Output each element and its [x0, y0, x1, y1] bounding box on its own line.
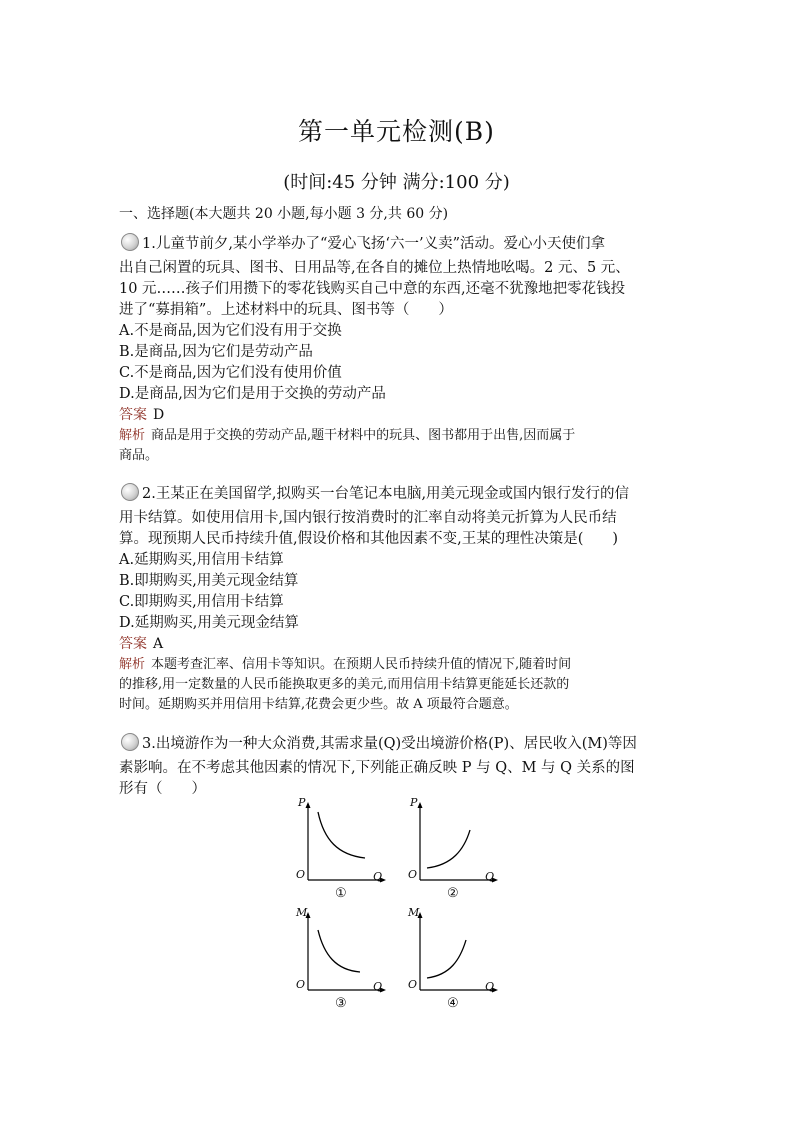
- question-3: [119, 733, 679, 800]
- question-text-line: 2.王某正在美国留学,拟购买一台笔记本电脑,用美元现金或国内银行发行的信: [142, 486, 630, 502]
- answer-value: A: [153, 636, 164, 652]
- graph-2: [402, 796, 502, 901]
- explanation-text-line: 时间。延期购买并用信用卡结算,花费会更少些。故 A 项最符合题意。: [119, 697, 518, 712]
- question-text-line: 3.出境游作为一种大众消费,其需求量(Q)受出境游价格(P)、居民收入(M)等因: [142, 736, 637, 752]
- explanation-text-line: 的推移,用一定数量的人民币能换取更多的美元,而用信用卡结算更能延长还款的: [119, 677, 570, 692]
- answer-label: 答案: [119, 407, 147, 423]
- question-text-line: 1.儿童节前夕,某小学举办了“爱心飞扬‘六一’义卖”活动。爱心小天使们拿: [142, 236, 605, 252]
- graph-3: [290, 906, 390, 1011]
- answer-row: [119, 634, 679, 655]
- section-heading: 一、选择题(本大题共 20 小题,每小题 3 分,共 60 分): [119, 206, 449, 222]
- graph-y-label: P: [410, 796, 418, 809]
- figure-graphs: [290, 796, 500, 1015]
- graph-origin: O: [296, 978, 306, 991]
- graph-number: ③: [335, 996, 347, 1011]
- graph-number: ②: [447, 886, 459, 901]
- graph-1: [290, 796, 390, 901]
- option-a: A.延期购买,用信用卡结算: [119, 552, 284, 568]
- bullet-icon: [121, 233, 139, 251]
- question-text-line: 算。现预期人民币持续升值,假设价格和其他因素不变,王某的理性决策是( ): [119, 531, 619, 547]
- graph-x-label: Q: [373, 870, 383, 883]
- graph-origin: O: [296, 868, 306, 881]
- option-b: B.是商品,因为它们是劳动产品: [119, 344, 313, 360]
- question-2: [119, 483, 679, 715]
- option-d: D.延期购买,用美元现金结算: [119, 615, 299, 631]
- graph-origin: O: [408, 978, 418, 991]
- explanation-text-line: 商品是用于交换的劳动产品,题干材料中的玩具、图书都用于出售,因而属于: [151, 428, 576, 443]
- explanation-text-line: 本题考查汇率、信用卡等知识。在预期人民币持续升值的情况下,随着时间: [151, 657, 572, 672]
- graph-number: ④: [447, 996, 459, 1011]
- question-text-line: 进了“募捐箱”。上述材料中的玩具、图书等（ ）: [119, 302, 453, 318]
- page-subtitle: (时间:45 分钟 满分:100 分): [283, 172, 510, 193]
- question-text-line: 形有（ ）: [119, 781, 206, 797]
- explanation: [119, 655, 679, 675]
- option-d: D.是商品,因为它们是用于交换的劳动产品: [119, 386, 386, 402]
- graph-origin: O: [408, 868, 418, 881]
- option-c: C.即期购买,用信用卡结算: [119, 594, 284, 610]
- graph-x-label: Q: [485, 870, 495, 883]
- explanation: [119, 426, 679, 446]
- bullet-icon: [121, 733, 139, 751]
- graph-number: ①: [335, 886, 347, 901]
- bullet-icon: [121, 483, 139, 501]
- answer-label: 答案: [119, 636, 147, 652]
- option-c: C.不是商品,因为它们没有使用价值: [119, 365, 342, 381]
- graph-x-label: Q: [485, 980, 495, 993]
- explanation-label: 解析: [119, 657, 146, 672]
- graph-y-label: P: [298, 796, 306, 809]
- option-a: A.不是商品,因为它们没有用于交换: [119, 323, 342, 339]
- question-1: [119, 233, 679, 466]
- explanation-text-line: 商品。: [119, 448, 159, 463]
- graph-y-label: M: [408, 906, 420, 919]
- graph-4: [402, 906, 502, 1011]
- graph-x-label: Q: [373, 980, 383, 993]
- question-text-line: 素影响。在不考虑其他因素的情况下,下列能正确反映 P 与 Q、M 与 Q 关系的图: [119, 760, 635, 776]
- explanation-label: 解析: [119, 428, 146, 443]
- option-b: B.即期购买,用美元现金结算: [119, 573, 299, 589]
- graph-y-label: M: [296, 906, 308, 919]
- question-text-line: 出自己闲置的玩具、图书、日用品等,在各自的摊位上热情地吆喝。2 元、5 元、: [119, 260, 630, 276]
- question-text-line: 10 元……孩子们用攒下的零花钱购买自己中意的东西,还毫不犹豫地把零花钱投: [119, 281, 626, 297]
- answer-row: [119, 405, 679, 426]
- page-title: 第一单元检测(B): [298, 117, 495, 146]
- question-text-line: 用卡结算。如使用信用卡,国内银行按消费时的汇率自动将美元折算为人民币结: [119, 510, 617, 526]
- answer-value: D: [153, 407, 165, 423]
